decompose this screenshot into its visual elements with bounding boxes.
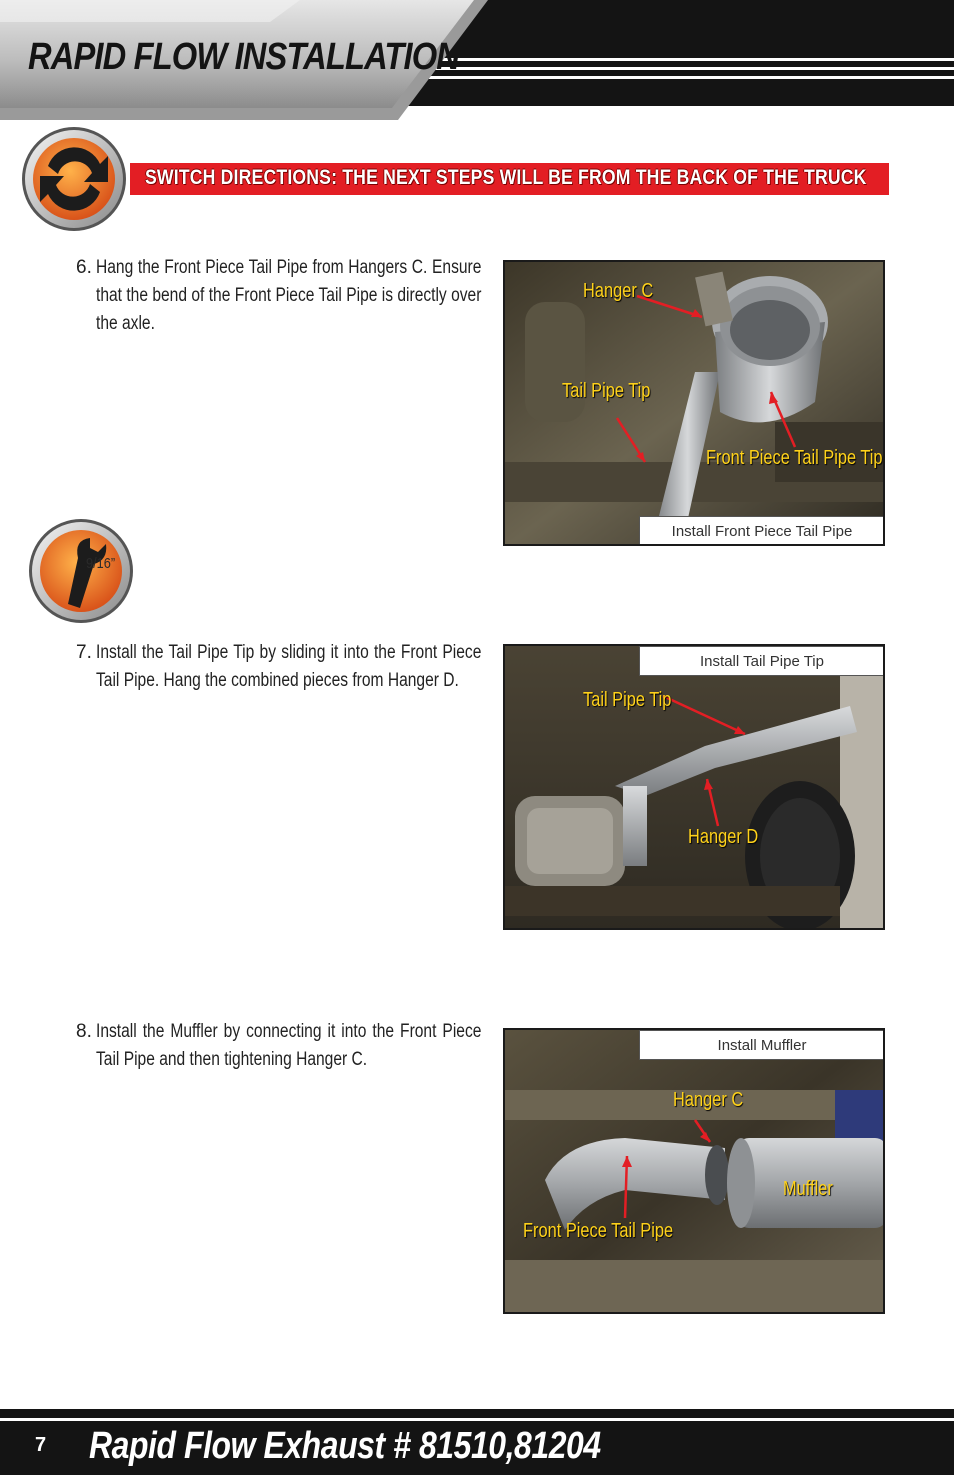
photo-caption: Install Muffler [639, 1030, 885, 1060]
page-title: RAPID FLOW INSTALLATION [28, 36, 460, 78]
photo-install-tail-pipe-tip [503, 644, 885, 930]
photo-caption: Install Tail Pipe Tip [639, 646, 885, 676]
step-text: Install the Muffler by connecting it into the Front Piece Tail Pipe and then tightening Hanger C. [96, 1021, 482, 1070]
label-front-piece-tail-pipe: Front Piece Tail Pipe [523, 1220, 674, 1242]
label-muffler: Muffler [783, 1178, 833, 1200]
step-text: Install the Tail Pipe Tip by sliding it into the Front Piece Tail Pipe. Hang the combined pieces from Hanger D. [96, 642, 482, 691]
footer-rule [0, 1409, 954, 1418]
switch-directions-icon [18, 126, 130, 232]
label-hanger-c: Hanger C [673, 1089, 744, 1111]
wrench-icon [28, 518, 134, 624]
step-6 [76, 254, 480, 338]
label-hanger-d: Hanger D [688, 826, 759, 848]
step-text: Hang the Front Piece Tail Pipe from Hangers C. Ensure that the bend of the Front Piece Tail Pipe is directly over the axle. [96, 257, 482, 334]
step-number: 8. [76, 1021, 92, 1042]
step-8 [76, 1018, 480, 1074]
step-7 [76, 639, 480, 695]
label-front-piece-tail-pipe-tip: Front Piece Tail Pipe Tip [706, 447, 883, 469]
label-tail-pipe-tip: Tail Pipe Tip [583, 689, 672, 711]
label-tail-pipe-tip: Tail Pipe Tip [562, 380, 651, 402]
photo-install-muffler [503, 1028, 885, 1314]
label-hanger-c: Hanger C [583, 280, 654, 302]
wrench-size-label: 9/16” [86, 555, 116, 572]
step-number: 7. [76, 642, 92, 663]
header-stripes [429, 58, 954, 80]
page-number: 7 [35, 1434, 47, 1456]
photo-caption: Install Front Piece Tail Pipe [639, 516, 885, 546]
photo-install-front-piece-tail-pipe [503, 260, 885, 546]
footer-title: Rapid Flow Exhaust # 81510,81204 [89, 1425, 601, 1467]
step-number: 6. [76, 257, 92, 278]
switch-directions-text: SWITCH DIRECTIONS: THE NEXT STEPS WILL BE FROM THE BACK OF THE TRUCK [145, 166, 867, 189]
